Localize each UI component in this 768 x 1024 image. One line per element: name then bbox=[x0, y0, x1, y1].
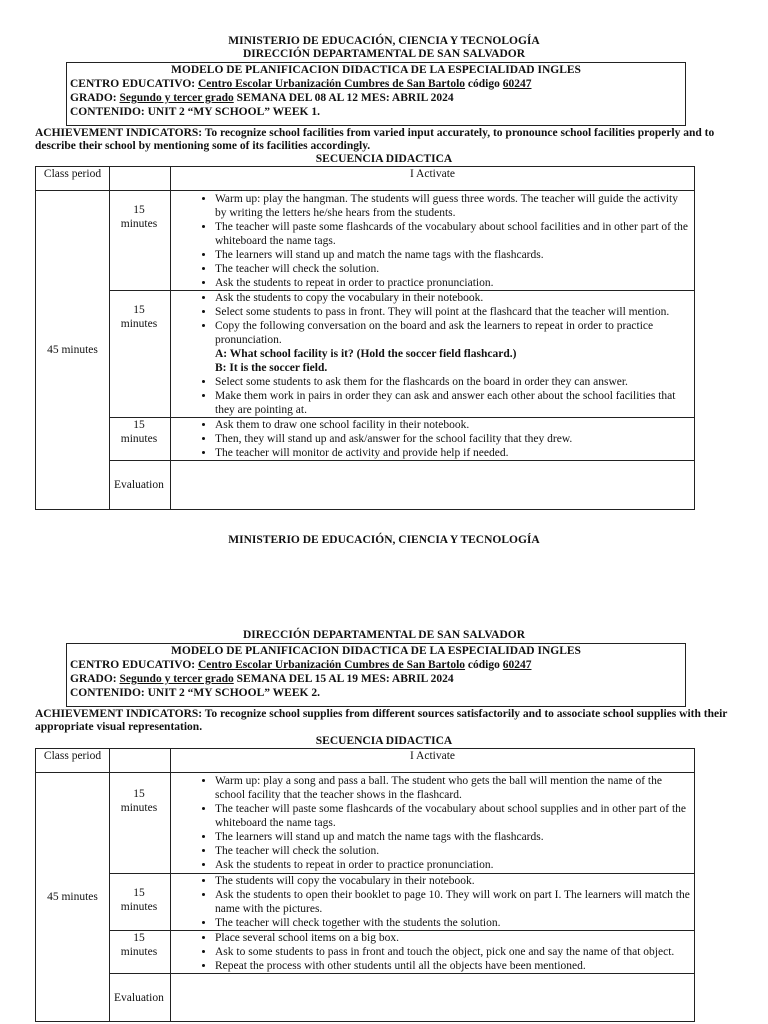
activity-list bbox=[175, 291, 690, 417]
codigo-value: 60247 bbox=[502, 659, 532, 671]
header-empty bbox=[110, 167, 171, 191]
grado-line bbox=[70, 672, 682, 686]
plan-header-box bbox=[66, 62, 686, 126]
table-header-row bbox=[36, 749, 695, 773]
centro-label: CENTRO EDUCATIVO: bbox=[70, 78, 196, 90]
contenido-line: CONTENIDO: UNIT 2 “MY SCHOOL” WEEK 2. bbox=[70, 687, 320, 699]
list-item: • Then, they will stand up and ask/answer for the school facility that they drew. bbox=[215, 432, 690, 446]
table-row bbox=[36, 191, 695, 291]
table-row bbox=[36, 291, 695, 418]
centro-value: Centro Escolar Urbanización Cumbres de San Bartolo bbox=[197, 659, 466, 671]
ministry-heading: MINISTERIO DE EDUCACIÓN, CIENCIA Y TECNOLOGÍA bbox=[228, 35, 540, 47]
evaluation-label: Evaluation bbox=[110, 461, 171, 510]
evaluation-row bbox=[36, 974, 695, 1022]
semana-text: SEMANA DEL 15 AL 19 MES: ABRIL 2024 bbox=[236, 673, 454, 685]
list-item: • Warm up: play the hangman. The students will guess three words. The teacher will guide the activity by writing the letters he/she hears from the students. bbox=[215, 192, 690, 220]
list-item: • Make them work in pairs in order they can ask and answer each other about the school facilities that they are pointing at. bbox=[215, 389, 690, 417]
list-item: • The learners will stand up and match the name tags with the flashcards. bbox=[215, 248, 690, 262]
period-value: 45 minutes bbox=[47, 891, 98, 903]
direction-heading: DIRECCIÓN DEPARTAMENTAL DE SAN SALVADOR bbox=[242, 48, 526, 60]
evaluation-cell bbox=[171, 974, 695, 1022]
list-item: • The teacher will check the solution. bbox=[215, 844, 690, 858]
list-item: • Ask the students to open their booklet to page 10. They will work on part I. The learners will match the name with the pictures. bbox=[215, 888, 690, 916]
header-class-period: Class period bbox=[36, 749, 110, 773]
list-item: • The students will copy the vocabulary in their notebook. bbox=[215, 874, 690, 888]
list-item: • Ask the students to repeat in order to practice pronunciation. bbox=[215, 858, 690, 872]
evaluation-label: Evaluation bbox=[110, 974, 171, 1022]
period-cell bbox=[36, 191, 110, 510]
achievement-indicators: ACHIEVEMENT INDICATORS: To recognize school facilities from varied input accurately, to pronounce school facilities properly and to describe their school by mentioning some of its facilities accordingly. bbox=[35, 127, 715, 152]
activity-list bbox=[175, 874, 690, 930]
activity-list bbox=[175, 418, 690, 460]
grado-value: Segundo y tercer grado bbox=[119, 673, 234, 685]
table-row bbox=[36, 931, 695, 974]
activity-cell bbox=[171, 931, 695, 974]
achievement-indicators: ACHIEVEMENT INDICATORS: To recognize school supplies from different sources satisfactorily and to associate school supplies with their appropriate visual representation. bbox=[35, 708, 728, 733]
time-value: 15 minutes bbox=[120, 304, 158, 330]
header-activate: I Activate bbox=[171, 749, 695, 773]
list-item: • Ask to some students to pass in front and touch the object, pick one and say the name of that object. bbox=[215, 945, 690, 959]
plan-header-box bbox=[66, 643, 686, 707]
dialog-line-a: A: What school facility is it? (Hold the soccer field flashcard.) bbox=[215, 348, 517, 360]
table-row bbox=[36, 874, 695, 931]
grado-value: Segundo y tercer grado bbox=[119, 92, 234, 104]
grado-line bbox=[70, 91, 682, 105]
centro-line bbox=[70, 77, 682, 91]
grado-label: GRADO: bbox=[70, 92, 117, 104]
activity-list bbox=[175, 931, 690, 973]
semana-text: SEMANA DEL 08 AL 12 MES: ABRIL 2024 bbox=[236, 92, 454, 104]
time-value: 15 minutes bbox=[120, 887, 158, 913]
list-item: • Ask them to draw one school facility in their notebook. bbox=[215, 418, 690, 432]
list-item: • Warm up: play a song and pass a ball. The student who gets the ball will mention the name of the school facility that the teacher shows in the flashcard. bbox=[215, 774, 690, 802]
plan-title: MODELO DE PLANIFICACION DIDACTICA DE LA ESPECIALIDAD INGLES bbox=[171, 64, 581, 76]
activity-cell bbox=[171, 773, 695, 874]
sequence-title: SECUENCIA DIDACTICA bbox=[315, 153, 453, 165]
plan-title: MODELO DE PLANIFICACION DIDACTICA DE LA ESPECIALIDAD INGLES bbox=[171, 645, 581, 657]
list-item: • Ask the students to copy the vocabulary in their notebook. bbox=[215, 291, 690, 305]
table-row bbox=[36, 418, 695, 461]
time-cell bbox=[110, 291, 171, 418]
evaluation-cell bbox=[171, 461, 695, 510]
table-row bbox=[36, 773, 695, 874]
activity-list bbox=[175, 774, 690, 872]
list-item: • The teacher will paste some flashcards of the vocabulary about school facilities and in other part of the whiteboard the name tags. bbox=[215, 220, 690, 248]
period-cell bbox=[36, 773, 110, 1022]
activity-cell bbox=[171, 874, 695, 931]
centro-label: CENTRO EDUCATIVO: bbox=[70, 659, 196, 671]
contenido-line: CONTENIDO: UNIT 2 “MY SCHOOL” WEEK 1. bbox=[70, 106, 320, 118]
list-item: • Repeat the process with other students until all the objects have been mentioned. bbox=[215, 959, 690, 973]
activity-cell bbox=[171, 291, 695, 418]
activity-cell bbox=[171, 191, 695, 291]
list-item: • Ask the students to repeat in order to practice pronunciation. bbox=[215, 276, 690, 290]
codigo-label: código bbox=[467, 659, 500, 671]
time-cell bbox=[110, 874, 171, 931]
dialog-line-b: B: It is the soccer field. bbox=[215, 362, 328, 374]
list-item: • Place several school items on a big box. bbox=[215, 931, 690, 945]
table-header-row bbox=[36, 167, 695, 191]
centro-value: Centro Escolar Urbanización Cumbres de San Bartolo bbox=[197, 78, 466, 90]
codigo-value: 60247 bbox=[502, 78, 532, 90]
sequence-title: SECUENCIA DIDACTICA bbox=[315, 735, 453, 747]
list-item: • Copy the following conversation on the board and ask the learners to repeat in order to practice pronunciation. bbox=[215, 319, 690, 347]
time-cell bbox=[110, 418, 171, 461]
evaluation-row bbox=[36, 461, 695, 510]
time-cell bbox=[110, 191, 171, 291]
time-value: 15 minutes bbox=[120, 788, 158, 814]
period-value: 45 minutes bbox=[47, 344, 98, 356]
header-empty bbox=[110, 749, 171, 773]
direction-heading: DIRECCIÓN DEPARTAMENTAL DE SAN SALVADOR bbox=[242, 629, 526, 641]
centro-line bbox=[70, 658, 682, 672]
plan-table bbox=[35, 166, 695, 510]
grado-label: GRADO: bbox=[70, 673, 117, 685]
time-value: 15 minutes bbox=[120, 204, 158, 230]
plan-table bbox=[35, 748, 695, 1022]
list-item: • The teacher will paste some flashcards of the vocabulary about school supplies and in other part of the whiteboard the name tags. bbox=[215, 802, 690, 830]
time-value: 15 minutes bbox=[120, 419, 158, 445]
list-item: • Select some students to pass in front. They will point at the flashcard that the teacher will mention. bbox=[215, 305, 690, 319]
time-value: 15 minutes bbox=[120, 932, 158, 958]
list-item: • The teacher will check together with the students the solution. bbox=[215, 916, 690, 930]
list-item: • Select some students to ask them for the flashcards on the board in order they can answer. bbox=[215, 375, 690, 389]
activity-list bbox=[175, 192, 690, 290]
list-item: • The teacher will monitor de activity and provide help if needed. bbox=[215, 446, 690, 460]
time-cell bbox=[110, 773, 171, 874]
ministry-heading: MINISTERIO DE EDUCACIÓN, CIENCIA Y TECNOLOGÍA bbox=[228, 534, 540, 546]
header-activate: I Activate bbox=[171, 167, 695, 191]
codigo-label: código bbox=[467, 78, 500, 90]
list-item: • The learners will stand up and match the name tags with the flashcards. bbox=[215, 830, 690, 844]
activity-cell bbox=[171, 418, 695, 461]
list-item: • The teacher will check the solution. bbox=[215, 262, 690, 276]
time-cell bbox=[110, 931, 171, 974]
header-class-period: Class period bbox=[36, 167, 110, 191]
